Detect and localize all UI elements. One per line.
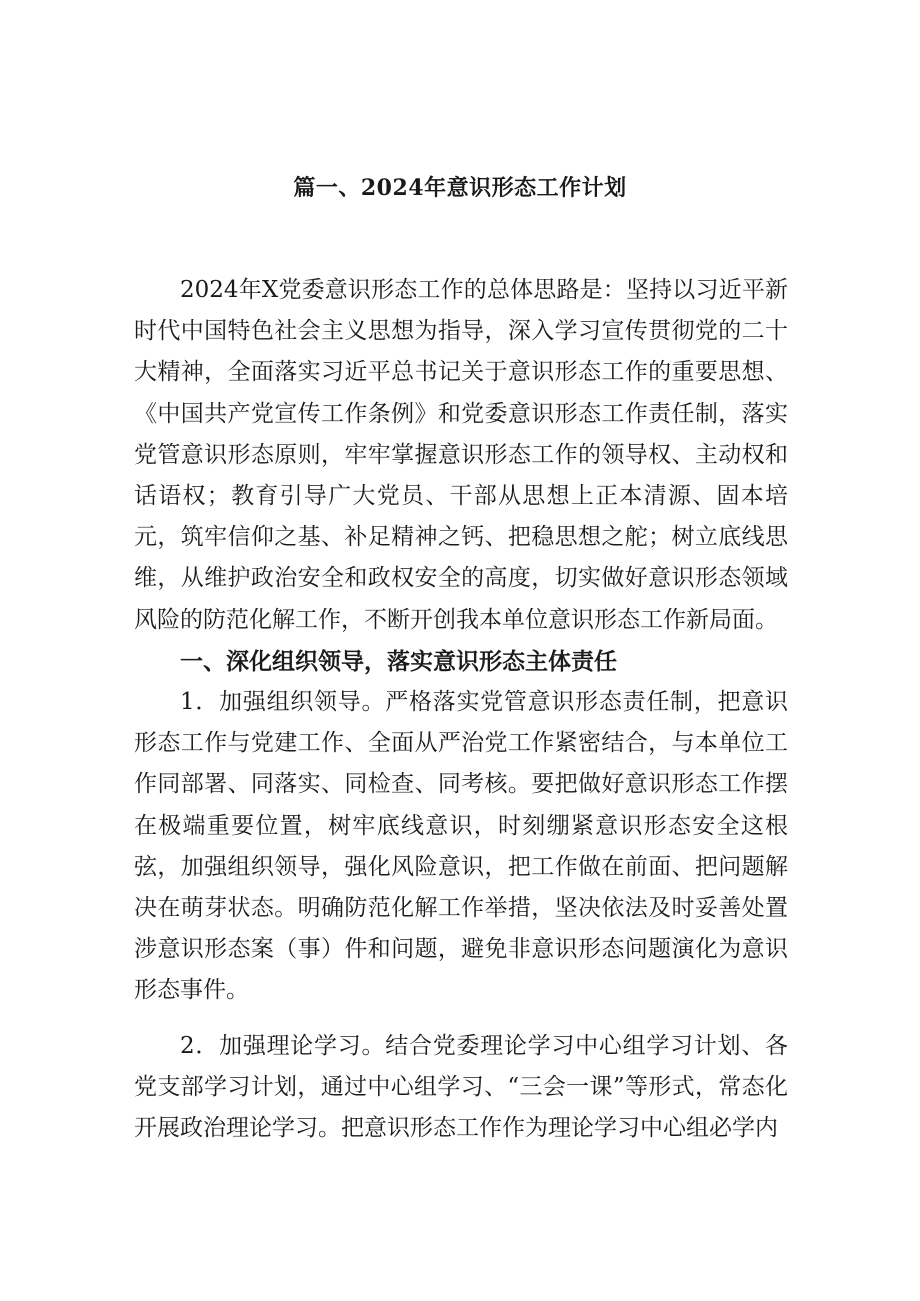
item-paragraph: 1．加强组织领导。严格落实党管意识形态责任制，把意识形态工作与党建工作、全面从严治党工作紧密结合，与本单位工作同部署、同落实、同检查、同考核。要把做好意识形态工作摆在极端重要位置，树牢底线意识，时刻绷紧意识形态安全这根弦，加强组织领导，强化风险意识，把工作做在前面、把问题解决在萌芽状态。明确防范化解工作举措，坚决依法及时妥善处置涉意识形态案（事）件和问题，避免非意识形态问题演化为意识形态事件。 bbox=[134, 689, 788, 1004]
section-heading: 一、深化组织领导，落实意识形态主体责任 bbox=[180, 647, 617, 675]
document-body bbox=[134, 270, 788, 1149]
intro-paragraph: 2024年X党委意识形态工作的总体思路是：坚持以习近平新时代中国特色社会主义思想为指导，深入学习宣传贯彻党的二十大精神，全面落实习近平总书记关于意识形态工作的重要思想、《中国共产党宣传工作条例》和党委意识形态工作责任制，落实党管意识形态原则，牢牢掌握意识形态工作的领导权、主动权和话语权；教育引导广大党员、干部从思想上正本清源、固本培元，筑牢信仰之基、补足精神之钙、把稳思想之舵；树立底线思维，从维护政治安全和政权安全的高度，切实做好意识形态领域风险的防范化解工作，不断开创我本单位意识形态工作新局面。 bbox=[134, 277, 788, 633]
item-paragraph: 2．加强理论学习。结合党委理论学习中心组学习计划、各党支部学习计划，通过中心组学习、“三会一课”等形式，常态化开展政治理论学习。把意识形态工作作为理论学习中心组必学内 bbox=[134, 1032, 788, 1142]
document-title: 篇一、2024年意识形态工作计划 bbox=[293, 175, 627, 201]
